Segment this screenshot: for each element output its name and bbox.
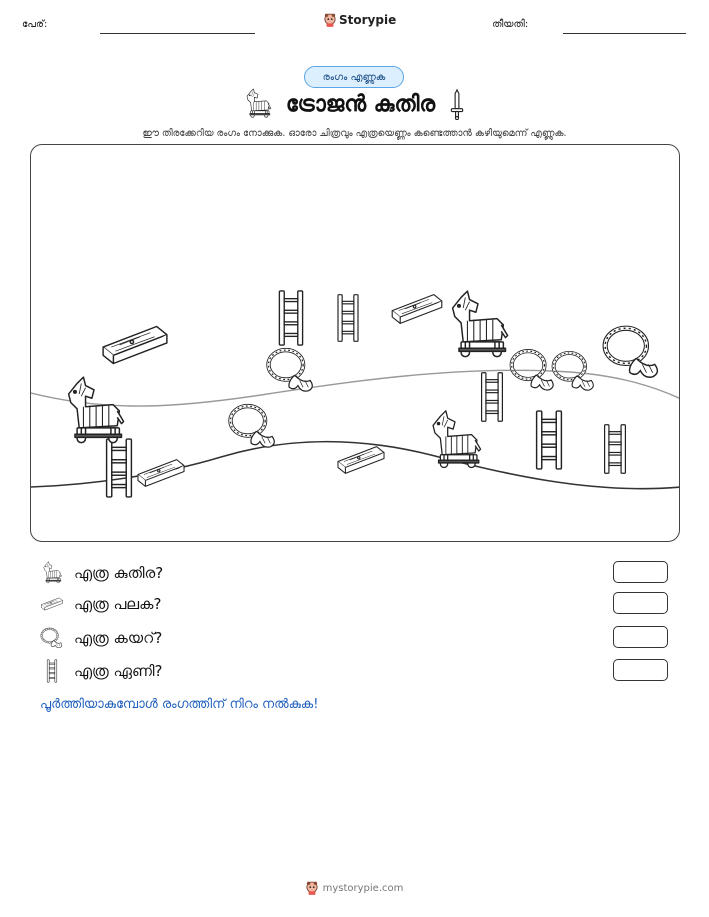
- activity-badge: രംഗം എണ്ണുക: [304, 66, 404, 88]
- brand-logo: [324, 13, 396, 27]
- title-row: [0, 88, 709, 120]
- plank-item: [392, 295, 442, 324]
- question-text: എത്ര കയറ്?: [74, 629, 163, 647]
- question-text: എത്ര ഏണി?: [74, 662, 163, 680]
- question-row: [40, 626, 670, 652]
- answer-box[interactable]: [613, 626, 668, 648]
- name-line[interactable]: [100, 33, 255, 34]
- counting-scene: [30, 144, 680, 542]
- date-line[interactable]: [563, 33, 686, 34]
- date-label: തീയതി:: [492, 19, 529, 30]
- horse-item: [433, 411, 481, 468]
- plank-icon: [40, 592, 64, 616]
- answer-box[interactable]: [613, 659, 668, 681]
- coloring-instruction: പൂർത്തിയാകുമ്പോൾ രംഗത്തിന് നിറം നൽകുക!: [40, 697, 319, 712]
- mascot-icon: [324, 13, 336, 27]
- plank-item: [138, 460, 184, 487]
- question-row: [40, 659, 670, 685]
- ladder-icon: [40, 659, 64, 683]
- ladder-item: [537, 411, 562, 469]
- horse-item: [453, 291, 508, 357]
- plank-item: [338, 447, 384, 474]
- horse-icon: [40, 561, 64, 585]
- rope-item: [605, 328, 657, 377]
- name-label: പേര്:: [22, 19, 48, 30]
- scene-illustration: [31, 145, 680, 542]
- answer-box[interactable]: [613, 561, 668, 583]
- question-row: [40, 561, 670, 587]
- question-text: എത്ര പലക?: [74, 595, 162, 613]
- answer-box[interactable]: [613, 592, 668, 614]
- question-row: [40, 592, 670, 618]
- ladder-item: [605, 425, 626, 474]
- ladder-item: [279, 291, 302, 345]
- rope-item: [268, 350, 312, 391]
- rope-item: [230, 406, 274, 447]
- ladder-item: [338, 295, 358, 342]
- site-url: mystorypie.com: [322, 882, 404, 894]
- plank-item: [103, 326, 167, 363]
- page-title: ട്രോജൻ കുതിര: [285, 91, 436, 117]
- horse-icon: [244, 88, 272, 120]
- ladder-item: [482, 373, 503, 422]
- mascot-icon: [306, 881, 318, 895]
- rope-icon: [40, 626, 64, 650]
- site-footer: [0, 881, 709, 895]
- question-text: എത്ര കുതിര?: [74, 564, 164, 582]
- sword-icon: [449, 88, 465, 120]
- brand-name: Storypie: [339, 13, 397, 27]
- instructions: ഈ തിരക്കേറിയ രംഗം നോക്കുക. ഓരോ ചിത്രവും എത്രയെണ്ണം കണ്ടെത്താൻ കഴിയുമെന്ന് എണ്ണുക.: [142, 128, 567, 139]
- ladder-item: [107, 439, 132, 497]
- horse-item: [69, 377, 124, 443]
